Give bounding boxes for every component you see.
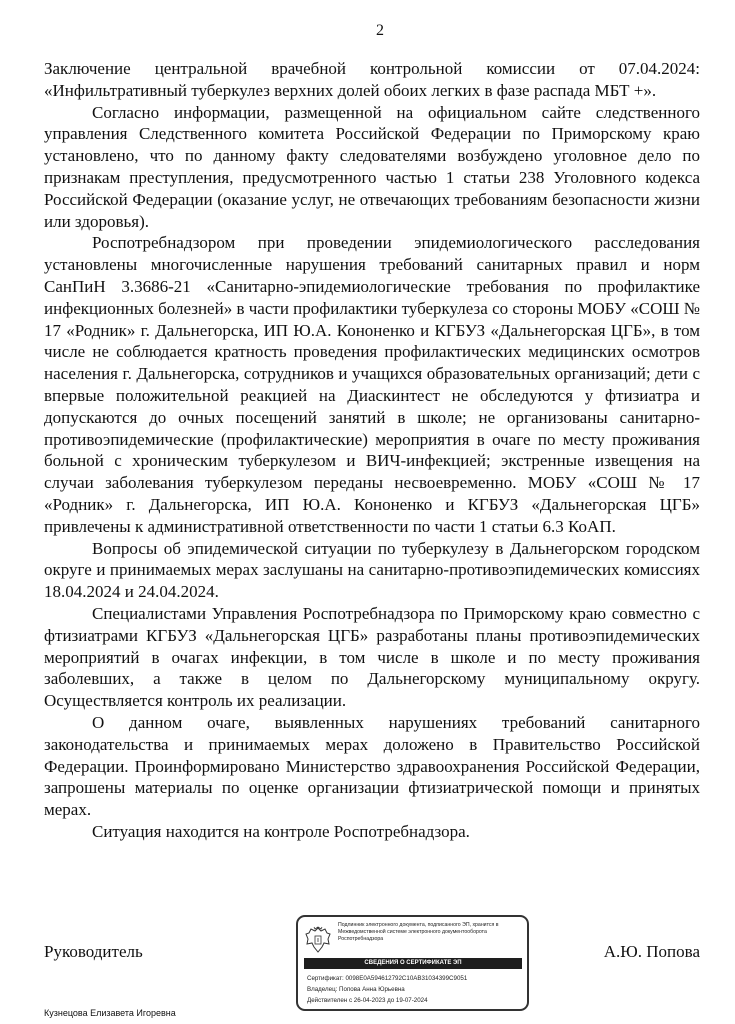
page-number: 2 bbox=[376, 22, 384, 39]
stamp-header: СВЕДЕНИЯ О СЕРТИФИКАТЕ ЭП bbox=[304, 958, 522, 969]
certificate-validity: Действителен с 26-04-2023 до 19-07-2024 bbox=[307, 997, 428, 1004]
paragraph: Роспотребнадзором при проведении эпидемиологического расследования установлены многочисленные нарушения требований санитарных правил и норм СанПиН 3.3686-21 «Санитарно-эпидемиологические требования по профилактике инфекционных болезней» в части профилактики туберкулеза со стороны МОБУ «СОШ № 17 «Родник» г. Дальнегорска, ИП Ю.А. Кононенко и КГБУЗ «Дальнегорская ЦГБ», в том числе не соблюдается кратность проведения профилактических медицинских осмотров населения г. Дальнегорска, сотрудников и учащихся образовательных организаций; дети с впервые положительной реакцией на Диаскинтест не обследуются у фтизиатра и допускаются до очных посещений занятий в школе; не организованы санитарно-противоэпидемические (профилактические) мероприятия в очаге по месту проживания больной с хроническим туберкулезом и ВИЧ-инфекцией; экстренные извещения на случаи заболевания туберкулезом переданы несвоевременно. МОБУ «СОШ № 17 «Родник» г. Дальнегорска, ИП Ю.А. Кононенко и КГБУЗ «Дальнегорская ЦГБ» привлечены к административной ответственности по части 1 статьи 6.3 КоАП. bbox=[44, 233, 700, 536]
electronic-signature-stamp bbox=[296, 915, 529, 1011]
signatory-name: А.Ю. Попова bbox=[603, 942, 700, 961]
certificate-owner: Владелец: Попова Анна Юрьевна bbox=[307, 986, 405, 993]
signatory-title: Руководитель bbox=[44, 942, 143, 961]
russian-coat-of-arms-icon bbox=[304, 925, 332, 955]
certificate-number: Сертификат: 0098E0A594612792C10AB31034399C9051 bbox=[307, 975, 468, 982]
document-body bbox=[44, 58, 700, 843]
paragraph: Специалистами Управления Роспотребнадзора по Приморскому краю совместно с фтизиатрами КГБУЗ «Дальнегорская ЦГБ» разработаны планы противоэпидемических мероприятий в очагах инфекции, в том числе в школе и по месту проживания заболевших, а также в целом по Дальнегорскому муниципальному округу. Осуществляется контроль их реализации. bbox=[44, 603, 700, 711]
paragraph: О данном очаге, выявленных нарушениях требований санитарного законодательства и принимаемых мерах доложено в Правительство Российской Федерации. Проинформировано Министерство здравоохранения Российской Федерации, запрошены материалы по оценке организации фтизиатрической помощи и принятых мерах. bbox=[44, 712, 700, 820]
executor-name: Кузнецова Елизавета Игоревна bbox=[44, 1008, 176, 1018]
paragraph: Согласно информации, размещенной на официальном сайте следственного управления Следственного комитета Российской Федерации по Приморскому краю установлено, что по данному факту следователями возбуждено уголовное дело по признакам преступления, предусмотренного частью 1 статьи 238 Уголовного кодекса Российской Федерации (оказание услуг, не отвечающих требованиям безопасности жизни или здоровья). bbox=[44, 102, 700, 231]
paragraph: Ситуация находится на контроле Роспотребнадзора. bbox=[92, 821, 470, 841]
paragraph: Заключение центральной врачебной контрольной комиссии от 07.04.2024: «Инфильтративный туберкулез верхних долей обоих легких в фазе распада МБТ +». bbox=[44, 59, 700, 100]
stamp-notice: Подлинник электронного документа, подписанного ЭП, хранится в Межведомственной системе электронного документооборота Роспотребнадзора bbox=[338, 922, 499, 942]
paragraph: Вопросы об эпидемической ситуации по туберкулезу в Дальнегорском городском округе и принимаемых мерах заслушаны на санитарно-противоэпидемических комиссиях 18.04.2024 и 24.04.2024. bbox=[44, 538, 700, 602]
